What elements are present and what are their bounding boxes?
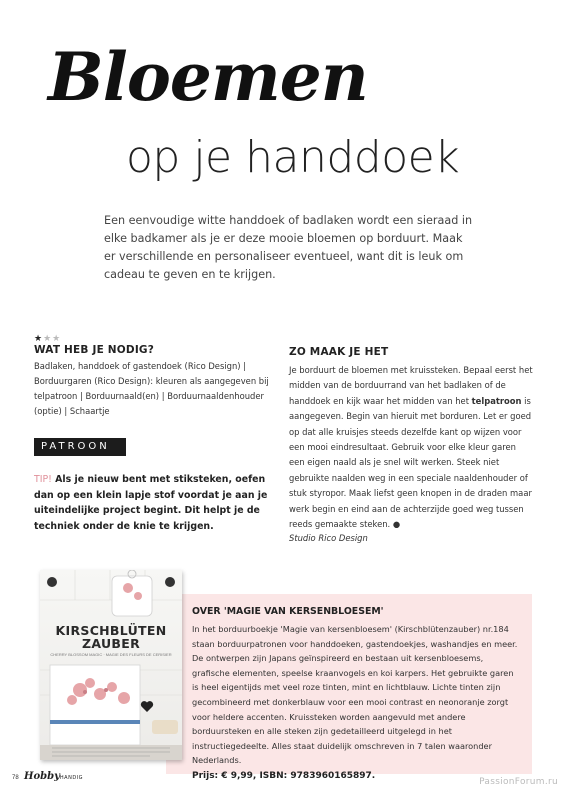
difficulty-star-filled: ★ [34,333,44,343]
tip-paragraph [34,472,274,534]
page-number: 78 [12,775,19,781]
intro-paragraph: Een eenvoudige witte handdoek of badlaken wordt een sieraad in elke badkamer als je er deze mooie bloemen op borduurt. Maak er verschillende en personaliseer eventueel, want dit is leuk om cadeau te geven en te krijgen. [104,214,473,281]
instructions-text-part1: Je borduurt de bloemen met kruissteken. Bepaal eerst het midden van de borduurrand van het badlaken of de handdoek en kijk waar het midden van het [289,365,533,406]
tip-text: Als je nieuw bent met stiksteken, oefen dan op een klein lapje stof voordat je aan je uiteindelijke project begint. Dit helpt je de techniek onder de knie te krijgen. [34,474,268,532]
watermark: PassionForum.ru [479,777,558,787]
materials-heading: WAT HEB JE NODIG? [34,344,155,356]
book-info-text: In het borduurboekje 'Magie van kersenbloesem' (Kirschblütenzauber) nr.184 staan borduurpatronen voor handdoeken, gastendoekjes, washandjes en meer. De ontwerpen zijn Japans geïnspireerd en bestaan uit kersenbloesems, grafische elementen, speelse kraanvogels en koi karpers. Het gebruikte garen is heel eigentijds met veel roze tinten, mint en lichtblauw. Lichte tinten zijn gecombineerd met donkerblauw voor een mooi contrast en neonoranje zorgt voor heldere accenten. Kruissteken worden aangevuld met andere borduursteken en alle steken zijn gedetailleerd uitgelegd in het instructiegedeelte. Alles staat duidelijk omschreven in 7 talen waaronder Nederlands. [192,624,518,766]
book-cover-title-line1: KIRSCHBLÜTEN [55,623,167,638]
book-info-title: OVER 'MAGIE VAN KERSENBLOESEM' [192,606,384,617]
materials-section [34,344,274,419]
book-info-box [166,594,532,781]
instructions-section [289,346,533,543]
instructions-text-part2: is aangegeven. Begin van hieruit met borduren. Let er goed op dat alle kruisjes steeds dezelfde kant op wijzen voor een mooi eindresultaat. Gebruik voor elke kleur garen een eigen naald als je snel wilt werken. Steek niet gebruikte naalden weg in een speciale naaldenhouder of stuk styropor. Maak liefst geen knopen in de draden maar werk begin en eind aan de achterzijde goed weg tussen reeds gemaakte steken. ● [289,395,532,530]
book-cover-title [40,624,182,650]
book-cover-subtitle: CHERRY BLOSSOM MAGIC · MAGIE DES FLEURS DE CERISIER [50,652,172,657]
book-cover-image [40,570,182,760]
signature: Studio Rico Design [289,533,368,544]
tip-label: TIP! [34,474,52,485]
difficulty-stars [34,333,61,344]
book-info-body [192,622,522,784]
book-cover-title-line2: ZAUBER [82,636,140,651]
instructions-text [289,363,533,532]
brand-name: Hobby [24,771,60,782]
difficulty-star-empty: ★★ [43,333,62,343]
page-title-script: Bloemen [48,38,368,116]
materials-text: Badlaken, handdoek of gastendoek (Rico Design) | Borduurgaren (Rico Design): kleuren als aangegeven bij telpatroon | Borduurnaald(en) | Borduurnaaldenhouder (optie) | Schaartje [34,361,269,416]
instructions-text-bold: telpatroon [471,395,522,406]
instructions-heading: ZO MAAK JE HET [289,346,389,358]
pattern-label: PATROON [34,438,126,456]
magazine-logo [24,771,83,782]
brand-subtitle: HANDIG [59,775,84,781]
heart-icon [140,700,154,713]
page-title-subtitle: op je handdoek [126,132,460,183]
book-cover-illustration [40,570,182,760]
book-price: Prijs: € 9,99, ISBN: 9783960165897. [192,770,376,781]
